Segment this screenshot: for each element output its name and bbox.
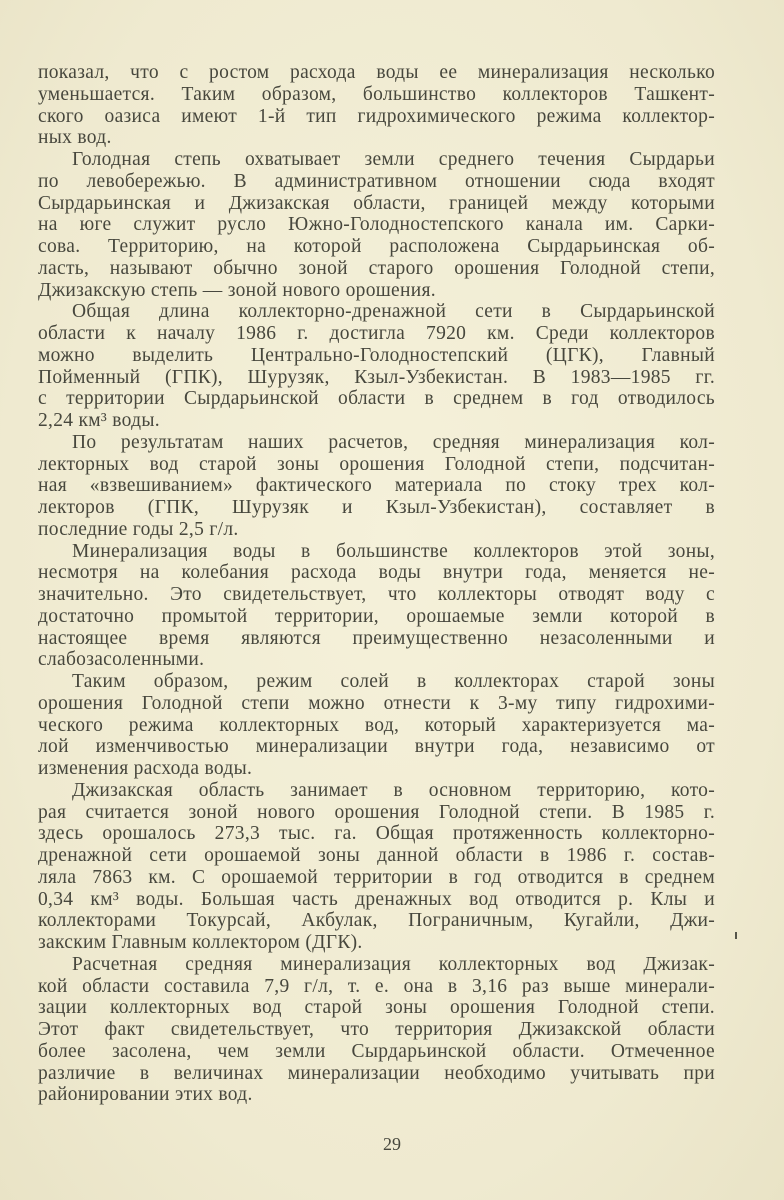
text-line: несмотря на колебания расхода воды внутри года, меняется не- xyxy=(38,562,715,584)
paragraph xyxy=(38,432,715,541)
text-line: Расчетная средняя минерализация коллекторных вод Джизак- xyxy=(72,953,715,975)
text-line: лой изменчивостью минерализации внутри года, независимо от xyxy=(38,736,715,758)
text-line: ческого режима коллекторных вод, который характеризуется ма- xyxy=(38,714,715,736)
ink-speck xyxy=(735,932,737,939)
text-line: настоящее время являются преимущественно незасоленными и xyxy=(38,627,715,649)
text-line: значительно. Это свидетельствует, что коллекторы отводят воду с xyxy=(38,584,715,605)
paragraph xyxy=(38,62,715,149)
text-line: здесь орошалось 273,3 тыс. га. Общая протяженность коллекторно- xyxy=(38,823,715,845)
text-line: достаточно промытой территории, орошаемые земли которой в xyxy=(38,605,715,627)
text-line: с территории Сырдарьинской области в среднем в год отводилось xyxy=(38,388,715,410)
text-line: Пойменный (ГПК), Шурузяк, Кзыл-Узбекистан. В 1983—1985 гг. xyxy=(38,366,715,388)
text-line: 0,34 км³ воды. Большая часть дренажных вод отводится р. Клы и xyxy=(38,888,715,910)
text-line: ласть, называют обычно зоной старого орошения Голодной степи, xyxy=(38,257,715,279)
text-line: Минерализация воды в большинстве коллекторов этой зоны, xyxy=(72,540,715,562)
text-line: показал, что с ростом расхода воды ее минерализация несколько xyxy=(38,62,715,83)
text-line: коллекторами Токурсай, Акбулак, Пограничным, Кугайли, Джи- xyxy=(38,910,715,932)
text-line: 2,24 км³ воды. xyxy=(38,410,160,431)
text-line: по левобережью. В административном отношении сюда входят xyxy=(38,170,715,192)
text-line: можно выделить Центрально-Голодностепский (ЦГК), Главный xyxy=(38,344,715,366)
text-line: уменьшается. Таким образом, большинство коллекторов Ташкент- xyxy=(38,83,715,105)
paragraph xyxy=(38,954,715,1106)
text-line: орошения Голодной степи можно отнести к 3-му типу гидрохими- xyxy=(38,692,715,714)
text-line: различие в величинах минерализации необходимо учитывать при xyxy=(38,1062,715,1084)
text-line: дренажной сети орошаемой зоны данной области в 1986 г. состав- xyxy=(38,845,715,866)
page-number: 29 xyxy=(383,1134,401,1154)
text-line: По результатам наших расчетов, средняя минерализация кол- xyxy=(72,431,715,453)
text-line: последние годы 2,5 г/л. xyxy=(38,518,239,540)
text-line: ляла 7863 км. С орошаемой территории в год отводится в среднем xyxy=(38,866,715,888)
paragraph xyxy=(38,780,715,954)
text-line: Таким образом, режим солей в коллекторах старой зоны xyxy=(72,671,715,692)
text-line: более засолена, чем земли Сырдарьинской области. Отмеченное xyxy=(38,1040,715,1062)
text-line: области к началу 1986 г. достигла 7920 км. Среди коллекторов xyxy=(38,323,715,344)
text-line: ных вод. xyxy=(38,127,112,149)
text-line: лекторов (ГПК, Шурузяк и Кзыл-Узбекистан), составляет в xyxy=(38,497,715,518)
paragraph xyxy=(38,301,715,432)
text-line: закским Главным коллектором (ДГК). xyxy=(38,932,363,953)
text-line: рая считается зоной нового орошения Голодной степи. В 1985 г. xyxy=(38,801,715,823)
text-line: зации коллекторных вод старой зоны орошения Голодной степи. xyxy=(38,997,715,1019)
text-line: сова. Территорию, на которой расположена Сырдарьинская об- xyxy=(38,236,715,257)
text-line: на юге служит русло Южно-Голодностепского канала им. Сарки- xyxy=(38,214,715,236)
text-line: Голодная степь охватывает земли среднего течения Сырдарьи xyxy=(72,149,715,170)
text-line: ная «взвешиванием» фактического материала по стоку трех кол- xyxy=(38,475,715,497)
paragraph xyxy=(38,671,715,780)
paragraph xyxy=(38,541,715,672)
text-line: кой области составила 7,9 г/л, т. е. она в 3,16 раз выше минерали- xyxy=(38,975,715,997)
text-line: Джизакская область занимает в основном территорию, кото- xyxy=(72,779,715,801)
text-line: районировании этих вод. xyxy=(38,1084,253,1106)
text-line: изменения расхода воды. xyxy=(38,758,253,779)
text-line: слабозасоленными. xyxy=(38,649,205,671)
text-line: Сырдарьинская и Джизакская области, границей между которыми xyxy=(38,192,715,214)
text-line: Джизакскую степь — зоной нового орошения. xyxy=(38,279,436,301)
paragraph xyxy=(38,149,715,301)
text-line: Этот факт свидетельствует, что территория Джизакской области xyxy=(38,1019,715,1040)
text-line: лекторных вод старой зоны орошения Голодной степи, подсчитан- xyxy=(38,453,715,475)
body-text xyxy=(38,62,715,1106)
text-line: ского оазиса имеют 1-й тип гидрохимического режима коллектор- xyxy=(38,105,715,127)
text-line: Общая длина коллекторно-дренажной сети в Сырдарьинской xyxy=(72,301,715,323)
